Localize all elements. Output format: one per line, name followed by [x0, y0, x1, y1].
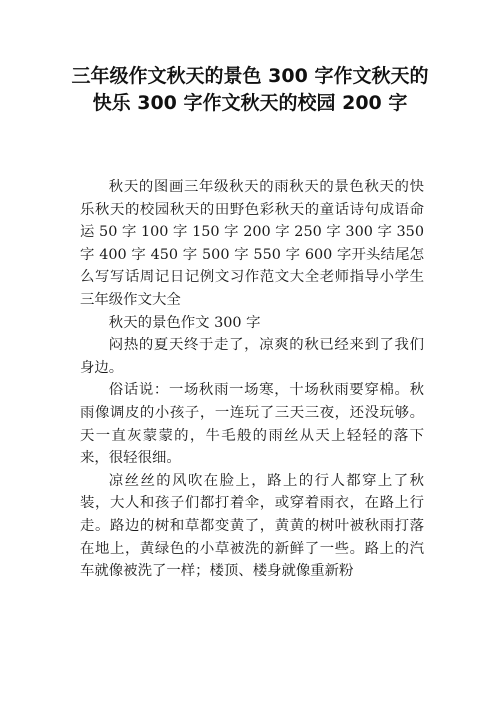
paragraph-1: 闷热的夏天终于走了，凉爽的秋已经来到了我们身边。 — [80, 337, 424, 376]
paragraph-intro: 秋天的图画三年级秋天的雨秋天的景色秋天的快乐秋天的校园秋天的田野色彩秋天的童话诗句成语命运 50 字 100 字 150 字 200 字 250 字 300 字 350 字 400 字 450 字 500 字 550 字 600 字开头结尾怎么写写话周记日记例文习作范文大全老师指导小学生三年级作文大全 — [80, 179, 424, 308]
paragraph-2: 俗话说：一场秋雨一场寒，十场秋雨要穿棉。秋雨像调皮的小孩子，一连玩了三天三夜，还没玩够。天一直灰蒙蒙的，牛毛般的雨丝从天上轻轻的落下来，很轻很细。 — [80, 382, 424, 467]
paragraph-subtitle: 秋天的景色作文 300 字 — [108, 314, 261, 331]
document-body — [80, 176, 424, 583]
paragraph-3: 凉丝丝的风吹在脸上，路上的行人都穿上了秋装，大人和孩子们都打着伞，或穿着雨衣，在路上行走。路边的树和草都变黄了，黄黄的树叶被秋雨打落在地上，黄绿色的小草被洗的新鲜了一些。路上的汽车就像被洗了一样；楼顶、楼身就像重新粉 — [80, 472, 424, 580]
document-title: 三年级作文秋天的景色 300 字作文秋天的快乐 300 字作文秋天的校园 200 字 — [71, 65, 429, 114]
